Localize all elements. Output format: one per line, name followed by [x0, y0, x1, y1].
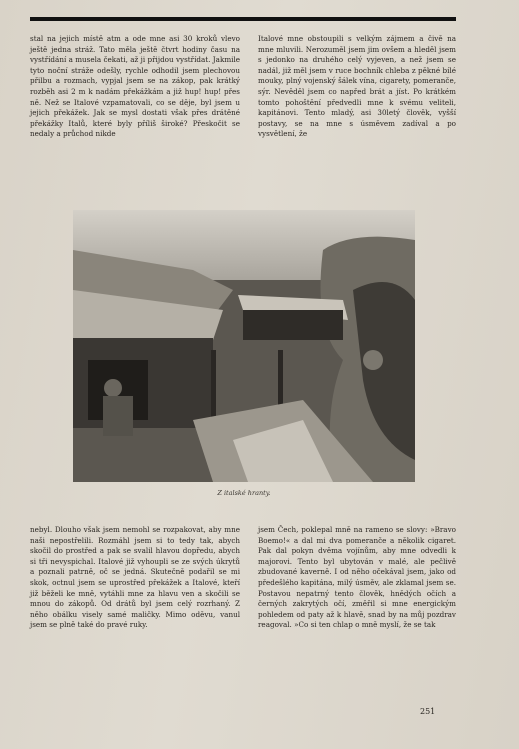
photo-caption: Z italské hranty. — [217, 489, 271, 497]
page-number: 251 — [420, 707, 436, 716]
paragraph: jsem Čech, poklepal mně na rameno se slovy: »Bravo Boemo!« a dal mi dva pomeranče a několik cigaret. Pak dal pokyn dvěma vojínům, aby mne odvedli k majorovi. Tento byl ubytován v malé, ale pečlivě zbudované kaverně. I od něho očekával jsem, jako od předešlého kapitána, milý úsměv, ale zklamal jsem se. Postavou nepatrný tento člověk, hnědých očích a černých zakrytých očí, změřil si mne energickým pohledem od paty až k hlavě, snad by na můj pozdrav reagoval. »Co si ten chlap o mně myslí, že se tak — [258, 525, 456, 630]
column-bottom-left — [30, 525, 240, 631]
paragraph: stal na jejich místě atm a ode mne asi 30 kroků vlevo ještě jedna stráž. Tato měla ještě čtvrt hodiny času na vystřídání a musela čekati, až ji přijdou vystřídat. Jakmile tyto noční stráže odešly, rychle odhodil jsem plechovou přilbu a rozmach, vypjal jsem se na zákop, pak krátký rozběh asi 2 m k nadám překážkám a již hup! hup! přes ně. Než se Italové vzpamatovali, co se děje, byl jsem u jejich překážek. Jak se mysl dostati však přes drátěné překážky Italů, které byly příliš široké? Přeskočit se nedaly a průchod nikde — [30, 34, 240, 139]
column-bottom-right — [258, 525, 456, 631]
paragraph: nebyl. Dlouho však jsem nemohl se rozpakovat, aby mne naši nepostřelili. Rozmáhl jsem si to tedy tak, abych skočil do prostřed a pak se svalil hlavou dopředu, abych si tři nevyspichal. Italové již vyhoupli se ze svých úkrytů a poznali patrně, oč se jedná. Skutečně podařil se mi skok, octnul jsem se uprostřed překážek a Italové, kteří již běželi ke mně, vytáhli mne za hlavu ven a skočili se mnou do zákopů. Od drátů byl jsem celý rozrhaný. Z něho obálku visely samé maličky. Mimo oděvu, vanul jsem se plně také do pravé ruky. — [30, 525, 240, 630]
column-top-left — [30, 34, 240, 140]
trench-photograph — [73, 210, 415, 482]
paragraph: Italové mne obstoupili s velkým zájmem a čivě na mne mluvili. Nerozuměl jsem jim ovšem a hleděl jsem s jedonko na druhého celý vyjeven, a než jsem se nadál, již měl jsem v ruce bochník chleba z pěkné bílé mouky, plný vojenský šálek vína, cigarety, pomeranče, sýr. Nevěděl jsem co napřed brát a jíst. Po krátkém tomto pohoštění předvedli mne k svému veliteli, kapitánovi. Tento mladý, asi 30letý člověk, vyšší postavy, se na mne s úsměvem zadíval a po vysvětlení, že — [258, 34, 456, 139]
column-top-right — [258, 34, 456, 140]
top-rule — [30, 17, 456, 21]
photo-illustration — [73, 210, 415, 482]
